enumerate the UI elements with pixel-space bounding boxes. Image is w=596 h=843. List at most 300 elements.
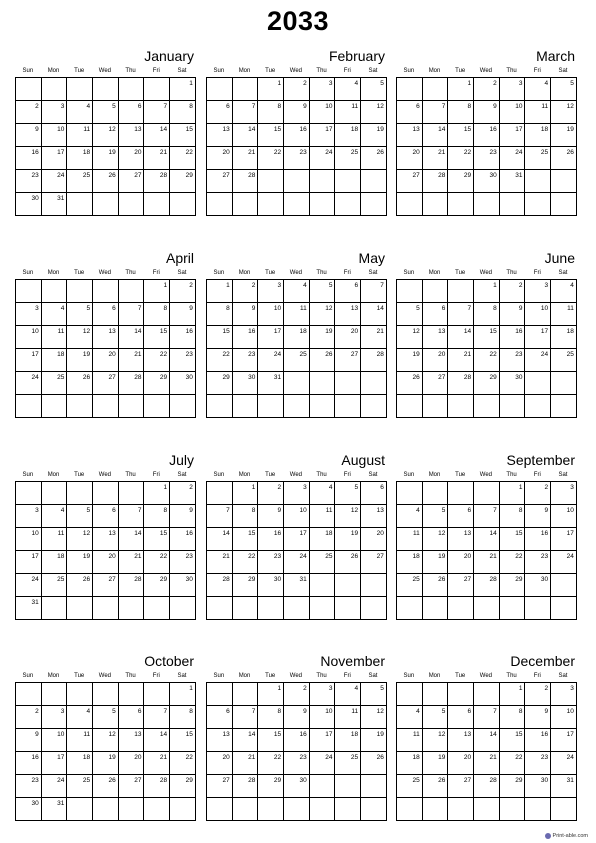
day-cell — [284, 683, 310, 706]
weekday-label: Wed — [289, 68, 303, 74]
day-number: 18 — [566, 328, 574, 335]
month-october — [15, 651, 195, 821]
day-cell — [500, 372, 526, 395]
day-cell — [551, 326, 577, 349]
day-cell — [258, 193, 284, 216]
day-number: 8 — [518, 708, 523, 715]
day-cell — [67, 372, 93, 395]
day-cell — [551, 597, 577, 620]
day-number: 27 — [463, 777, 472, 784]
day-number: 18 — [299, 328, 307, 335]
day-cell — [310, 729, 336, 752]
day-cell — [67, 303, 93, 326]
day-cell — [500, 706, 526, 729]
day-number: 8 — [226, 305, 230, 312]
day-number: 14 — [248, 731, 256, 738]
weekday-label: Mon — [238, 68, 251, 74]
weekday-label: Tue — [455, 673, 466, 679]
weekday-label: Sun — [403, 270, 415, 276]
day-number: 2 — [544, 484, 549, 491]
day-number: 14 — [134, 328, 142, 335]
day-number: 10 — [57, 731, 65, 738]
day-cell — [16, 752, 42, 775]
day-cell — [335, 729, 361, 752]
weekday-header — [206, 671, 386, 682]
weekday-label: Tue — [74, 472, 85, 478]
day-number: 19 — [376, 126, 384, 133]
weekday-label: Wed — [479, 68, 493, 74]
day-cell — [42, 101, 68, 124]
day-number: 31 — [31, 599, 39, 606]
day-cell — [170, 752, 196, 775]
day-number: 6 — [226, 708, 230, 715]
day-number: 15 — [273, 731, 282, 738]
day-number: 24 — [566, 553, 574, 560]
day-cell — [448, 551, 474, 574]
day-number: 7 — [251, 103, 256, 110]
day-cell — [423, 752, 449, 775]
day-cell — [525, 505, 551, 528]
day-cell — [119, 193, 145, 216]
month-name: January — [144, 48, 194, 64]
day-cell — [42, 505, 68, 528]
day-number: 1 — [277, 685, 282, 692]
day-cell — [233, 395, 259, 418]
day-number: 30 — [515, 374, 523, 381]
day-number: 4 — [86, 103, 91, 110]
day-cell — [42, 124, 68, 147]
day-cell — [119, 505, 145, 528]
day-number: 27 — [376, 553, 384, 560]
month-name: October — [144, 653, 194, 669]
day-number: 29 — [185, 172, 193, 179]
day-number: 4 — [354, 685, 359, 692]
day-cell — [207, 395, 233, 418]
day-number: 17 — [273, 328, 282, 335]
day-cell — [310, 706, 336, 729]
day-cell — [258, 798, 284, 821]
day-number: 14 — [463, 328, 472, 335]
day-number: 22 — [185, 149, 193, 156]
weekday-label: Sun — [22, 68, 34, 74]
day-number: 14 — [489, 530, 497, 537]
day-number: 20 — [134, 149, 142, 156]
day-cell — [448, 170, 474, 193]
day-cell — [258, 574, 284, 597]
weekday-label: Thu — [316, 270, 327, 276]
day-cell — [525, 752, 551, 775]
day-cell — [397, 482, 423, 505]
day-cell — [42, 326, 68, 349]
day-cell — [207, 729, 233, 752]
day-cell — [119, 170, 145, 193]
day-cell — [93, 551, 119, 574]
day-number: 22 — [515, 754, 523, 761]
day-number: 18 — [57, 351, 65, 358]
day-number: 11 — [351, 708, 359, 715]
day-cell — [500, 395, 526, 418]
day-cell — [448, 683, 474, 706]
day-cell — [474, 706, 500, 729]
weekday-label: Thu — [316, 68, 327, 74]
day-cell — [42, 752, 68, 775]
day-cell — [310, 170, 336, 193]
day-number: 29 — [159, 576, 168, 583]
day-cell — [551, 505, 577, 528]
day-number: 11 — [57, 328, 65, 335]
weekday-label: Mon — [47, 270, 60, 276]
day-cell — [423, 349, 449, 372]
day-number: 7 — [493, 507, 497, 514]
day-cell — [335, 551, 361, 574]
day-number: 4 — [60, 305, 65, 312]
month-february — [206, 46, 386, 216]
day-cell — [397, 395, 423, 418]
day-number: 7 — [441, 103, 446, 110]
day-cell — [361, 372, 387, 395]
day-number: 5 — [570, 80, 574, 87]
month-name: December — [510, 653, 575, 669]
day-cell — [551, 170, 577, 193]
day-cell — [119, 482, 145, 505]
day-cell — [258, 482, 284, 505]
day-cell — [170, 372, 196, 395]
day-cell — [474, 170, 500, 193]
day-number: 21 — [463, 351, 472, 358]
day-number: 6 — [467, 507, 472, 514]
day-cell — [258, 170, 284, 193]
weekday-label: Sun — [403, 472, 415, 478]
day-number: 20 — [463, 754, 472, 761]
day-number: 25 — [412, 777, 420, 784]
day-number: 10 — [57, 126, 65, 133]
day-number: 7 — [137, 305, 142, 312]
day-number: 2 — [35, 708, 39, 715]
day-number: 19 — [350, 530, 359, 537]
day-cell — [119, 395, 145, 418]
day-cell — [207, 326, 233, 349]
day-number: 6 — [354, 282, 359, 289]
day-number: 22 — [463, 149, 472, 156]
day-cell — [42, 482, 68, 505]
day-number: 13 — [222, 731, 230, 738]
day-cell — [233, 775, 259, 798]
day-cell — [284, 482, 310, 505]
day-cell — [284, 597, 310, 620]
day-cell — [397, 551, 423, 574]
day-cell — [42, 729, 68, 752]
day-cell — [525, 101, 551, 124]
day-cell — [144, 372, 170, 395]
day-cell — [42, 147, 68, 170]
month-name: September — [506, 452, 575, 468]
day-number: 18 — [412, 754, 420, 761]
day-number: 17 — [540, 328, 549, 335]
day-number: 6 — [226, 103, 230, 110]
day-number: 12 — [438, 530, 446, 537]
day-cell — [397, 147, 423, 170]
day-cell — [42, 574, 68, 597]
day-number: 14 — [248, 126, 256, 133]
day-number: 26 — [350, 553, 359, 560]
day-number: 20 — [376, 530, 384, 537]
day-number: 5 — [441, 708, 446, 715]
day-cell — [335, 597, 361, 620]
day-cell — [284, 574, 310, 597]
day-number: 30 — [185, 576, 193, 583]
day-cell — [144, 78, 170, 101]
day-number: 22 — [273, 754, 282, 761]
day-cell — [93, 706, 119, 729]
day-cell — [93, 101, 119, 124]
day-number: 5 — [86, 305, 91, 312]
day-cell — [93, 124, 119, 147]
day-cell — [119, 372, 145, 395]
day-cell — [500, 101, 526, 124]
day-cell — [93, 505, 119, 528]
day-number: 25 — [299, 351, 307, 358]
day-number: 13 — [463, 731, 472, 738]
day-cell — [397, 280, 423, 303]
day-cell — [525, 170, 551, 193]
day-cell — [67, 395, 93, 418]
day-cell — [284, 729, 310, 752]
day-cell — [233, 101, 259, 124]
day-cell — [16, 193, 42, 216]
day-number: 12 — [566, 103, 574, 110]
day-cell — [310, 505, 336, 528]
day-number: 10 — [540, 305, 549, 312]
day-cell — [448, 147, 474, 170]
day-cell — [361, 683, 387, 706]
day-cell — [119, 78, 145, 101]
weekday-header — [206, 470, 386, 481]
weekday-label: Tue — [265, 472, 276, 478]
day-cell — [397, 775, 423, 798]
day-cell — [207, 303, 233, 326]
day-cell — [67, 78, 93, 101]
month-march — [396, 46, 576, 216]
month-december — [396, 651, 576, 821]
day-cell — [335, 124, 361, 147]
day-cell — [361, 395, 387, 418]
day-number: 3 — [60, 708, 65, 715]
day-cell — [233, 124, 259, 147]
day-cell — [284, 798, 310, 821]
day-number: 14 — [159, 126, 168, 133]
day-number: 10 — [566, 708, 574, 715]
day-cell — [335, 101, 361, 124]
day-number: 30 — [540, 576, 549, 583]
day-cell — [16, 574, 42, 597]
day-number: 28 — [134, 374, 142, 381]
day-number: 10 — [299, 507, 307, 514]
day-cell — [93, 597, 119, 620]
day-cell — [170, 101, 196, 124]
day-cell — [474, 349, 500, 372]
weekday-label: Sat — [177, 270, 187, 276]
day-cell — [42, 349, 68, 372]
weekday-label: Mon — [238, 472, 251, 478]
day-cell — [93, 170, 119, 193]
day-number: 25 — [57, 576, 65, 583]
month-name: June — [544, 250, 575, 266]
day-cell — [93, 78, 119, 101]
day-cell — [67, 683, 93, 706]
day-cell — [361, 706, 387, 729]
month-days-grid — [396, 481, 577, 620]
day-cell — [284, 193, 310, 216]
day-cell — [170, 482, 196, 505]
day-number: 15 — [463, 126, 472, 133]
day-cell — [525, 775, 551, 798]
day-number: 13 — [134, 731, 142, 738]
day-cell — [258, 683, 284, 706]
day-cell — [93, 395, 119, 418]
weekday-label: Mon — [428, 673, 441, 679]
day-cell — [119, 597, 145, 620]
day-cell — [474, 372, 500, 395]
day-cell — [551, 798, 577, 821]
day-cell — [144, 395, 170, 418]
day-number: 15 — [248, 530, 256, 537]
day-cell — [207, 349, 233, 372]
day-cell — [474, 729, 500, 752]
day-cell — [233, 574, 259, 597]
day-cell — [551, 528, 577, 551]
day-cell — [310, 280, 336, 303]
day-number: 24 — [540, 351, 549, 358]
day-cell — [310, 798, 336, 821]
day-number: 15 — [185, 731, 193, 738]
day-cell — [474, 683, 500, 706]
day-cell — [42, 170, 68, 193]
weekday-label: Fri — [533, 270, 541, 276]
day-number: 16 — [540, 530, 549, 537]
day-cell — [16, 683, 42, 706]
day-number: 20 — [412, 149, 420, 156]
day-cell — [525, 597, 551, 620]
day-cell — [207, 124, 233, 147]
day-cell — [397, 78, 423, 101]
day-cell — [551, 482, 577, 505]
day-number: 5 — [86, 507, 91, 514]
weekday-label: Sat — [368, 68, 378, 74]
day-cell — [119, 798, 145, 821]
day-cell — [207, 505, 233, 528]
month-name: July — [169, 452, 194, 468]
day-number: 3 — [303, 484, 307, 491]
day-number: 4 — [544, 80, 549, 87]
day-number: 19 — [108, 754, 116, 761]
day-number: 7 — [467, 305, 472, 312]
day-number: 1 — [493, 282, 497, 289]
day-cell — [448, 775, 474, 798]
day-number: 11 — [325, 507, 333, 514]
day-cell — [42, 528, 68, 551]
day-number: 18 — [412, 553, 420, 560]
logo-icon — [545, 833, 551, 839]
day-cell — [284, 528, 310, 551]
day-cell — [170, 775, 196, 798]
day-cell — [144, 597, 170, 620]
day-cell — [500, 193, 526, 216]
day-number: 20 — [222, 754, 230, 761]
weekday-label: Fri — [152, 68, 160, 74]
day-number: 20 — [108, 553, 116, 560]
day-number: 18 — [350, 126, 359, 133]
day-cell — [16, 395, 42, 418]
weekday-header — [15, 66, 195, 77]
day-cell — [144, 775, 170, 798]
day-number: 17 — [31, 553, 39, 560]
day-number: 22 — [273, 149, 282, 156]
day-number: 27 — [350, 351, 359, 358]
day-cell — [361, 551, 387, 574]
day-number: 21 — [489, 754, 497, 761]
day-cell — [42, 303, 68, 326]
day-number: 19 — [438, 754, 446, 761]
month-days-grid — [15, 682, 196, 821]
day-cell — [42, 193, 68, 216]
day-number: 22 — [489, 351, 497, 358]
day-cell — [284, 78, 310, 101]
day-cell — [284, 505, 310, 528]
day-cell — [525, 147, 551, 170]
day-number: 11 — [57, 530, 65, 537]
day-cell — [67, 124, 93, 147]
day-cell — [310, 147, 336, 170]
day-cell — [67, 706, 93, 729]
day-number: 7 — [226, 507, 230, 514]
month-may — [206, 248, 386, 418]
month-january — [15, 46, 195, 216]
day-cell — [258, 597, 284, 620]
day-cell — [448, 303, 474, 326]
weekday-label: Fri — [533, 673, 541, 679]
day-cell — [144, 326, 170, 349]
day-number: 30 — [248, 374, 256, 381]
day-cell — [119, 706, 145, 729]
day-number: 1 — [226, 282, 230, 289]
weekday-label: Wed — [479, 270, 493, 276]
day-cell — [93, 193, 119, 216]
day-cell — [67, 193, 93, 216]
day-number: 12 — [438, 731, 446, 738]
day-cell — [361, 170, 387, 193]
day-cell — [42, 683, 68, 706]
day-cell — [525, 551, 551, 574]
day-cell — [397, 170, 423, 193]
day-number: 25 — [350, 149, 359, 156]
day-cell — [67, 280, 93, 303]
weekday-label: Wed — [98, 270, 112, 276]
day-number: 16 — [273, 530, 282, 537]
day-number: 14 — [159, 731, 168, 738]
day-cell — [423, 551, 449, 574]
day-cell — [310, 528, 336, 551]
day-number: 7 — [251, 708, 256, 715]
day-cell — [423, 101, 449, 124]
day-cell — [361, 482, 387, 505]
day-cell — [551, 349, 577, 372]
day-number: 11 — [83, 731, 91, 738]
day-cell — [144, 193, 170, 216]
day-cell — [500, 551, 526, 574]
day-cell — [474, 798, 500, 821]
day-cell — [335, 505, 361, 528]
day-cell — [397, 683, 423, 706]
